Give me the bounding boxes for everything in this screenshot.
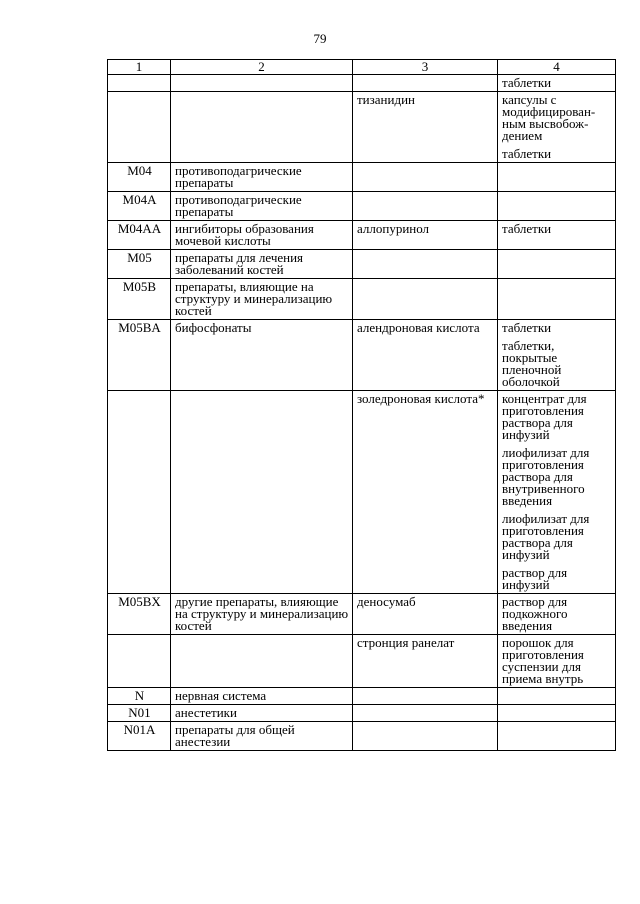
drug-name-cell: стронция ранелат [353,635,498,688]
atc-code-cell: M04A [108,192,171,221]
dosage-form: лиофилизат для приготовления раствора для инфузий [502,511,590,562]
group-name-cell: противоподагрические препараты [171,192,353,221]
drug-name-cell: тизанидин [353,92,498,163]
drug-name-cell [353,688,498,705]
dosage-form: таблетки [502,146,552,161]
dosage-form-cell [498,163,616,192]
dosage-form: таблетки [502,75,552,90]
table-row [108,221,616,250]
atc-code-cell [108,391,171,594]
table-row [108,92,616,163]
dosage-form-cell [498,75,616,92]
group-name-cell: ингибиторы образования мочевой кислоты [171,221,353,250]
drug-name-cell [353,163,498,192]
group-name-cell: препараты, влияющие на структуру и минерализацию костей [171,279,353,320]
drug-name-cell [353,192,498,221]
dosage-form: таблетки, покрытые пленочной оболочкой [502,338,562,389]
table-row [108,192,616,221]
group-name-cell [171,75,353,92]
dosage-form-cell [498,221,616,250]
dosage-form: таблетки [502,320,552,335]
dosage-form-cell [498,705,616,722]
table-row [108,391,616,594]
dosage-form: капсулы с модифицирован-ным высвобож-дением [502,92,596,143]
table-row [108,163,616,192]
dosage-form-cell [498,92,616,163]
atc-code-cell: M05BX [108,594,171,635]
dosage-form: концентрат для приготовления раствора для инфузий [502,391,587,442]
atc-code-cell: N01A [108,722,171,751]
dosage-form: раствор для инфузий [502,565,568,592]
drug-name-cell: аллопуринол [353,221,498,250]
atc-code-cell: M05B [108,279,171,320]
drug-name-cell: деносумаб [353,594,498,635]
drug-name-cell [353,279,498,320]
dosage-form: лиофилизат для приготовления раствора для внутривенного введения [502,445,590,508]
group-name-cell [171,635,353,688]
drug-name-cell [353,250,498,279]
group-name-cell: нервная система [171,688,353,705]
column-number: 3 [353,60,498,75]
dosage-form-cell [498,320,616,391]
drug-name-cell: золедроновая кислота* [353,391,498,594]
atc-code-cell: M04 [108,163,171,192]
atc-code-cell: M04AA [108,221,171,250]
table-row [108,75,616,92]
group-name-cell: бифосфонаты [171,320,353,391]
dosage-form-cell [498,635,616,688]
dosage-form-cell [498,722,616,751]
drug-classification-table [107,59,616,751]
table-row [108,722,616,751]
group-name-cell: препараты для общей анестезии [171,722,353,751]
atc-code-cell: N [108,688,171,705]
dosage-form: порошок для приготовления суспензии для приема внутрь [502,635,584,686]
dosage-form: раствор для подкожного введения [502,594,568,633]
group-name-cell [171,391,353,594]
dosage-form-cell [498,250,616,279]
atc-code-cell [108,92,171,163]
column-number: 2 [171,60,353,75]
atc-code-cell: M05BA [108,320,171,391]
drug-name-cell [353,722,498,751]
atc-code-cell [108,635,171,688]
group-name-cell: противоподагрические препараты [171,163,353,192]
table-row [108,688,616,705]
group-name-cell: анестетики [171,705,353,722]
dosage-form-cell [498,391,616,594]
group-name-cell: препараты для лечения заболеваний костей [171,250,353,279]
group-name-cell: другие препараты, влияющие на структуру и минерализацию костей [171,594,353,635]
dosage-form-cell [498,594,616,635]
table-row [108,320,616,391]
dosage-form-cell [498,279,616,320]
table-row [108,594,616,635]
dosage-form-cell [498,192,616,221]
drug-name-cell [353,705,498,722]
drug-name-cell: алендроновая кислота [353,320,498,391]
table-row [108,250,616,279]
table-row [108,635,616,688]
dosage-form-cell [498,688,616,705]
atc-code-cell: N01 [108,705,171,722]
group-name-cell [171,92,353,163]
drug-name-cell [353,75,498,92]
column-number: 1 [108,60,171,75]
atc-code-cell [108,75,171,92]
column-number-row [108,60,616,75]
column-number: 4 [498,60,616,75]
atc-code-cell: M05 [108,250,171,279]
page-number: 79 [313,31,327,46]
dosage-form: таблетки [502,221,552,236]
table-row [108,705,616,722]
table-row [108,279,616,320]
